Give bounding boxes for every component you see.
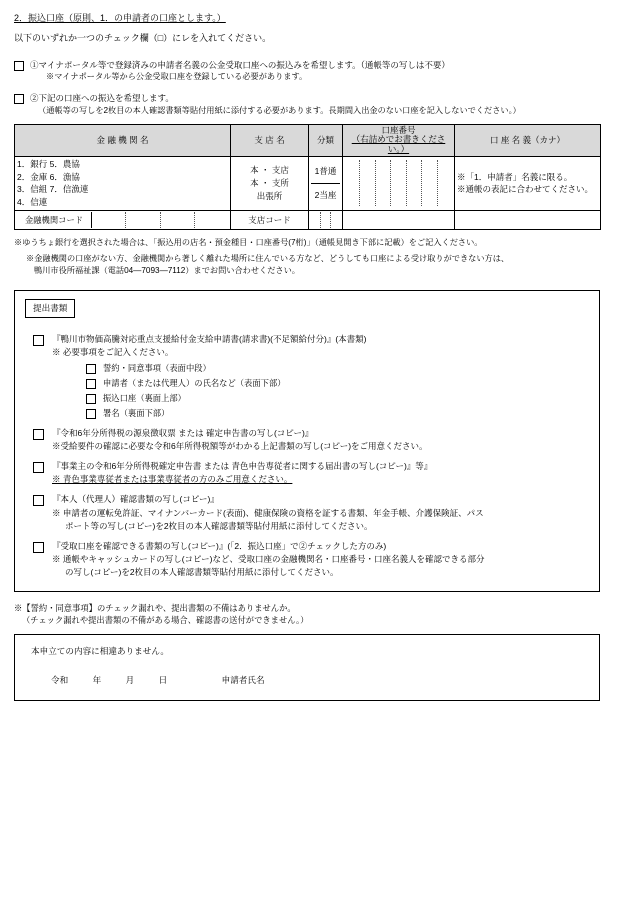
checkbox-document-1[interactable] <box>33 335 44 346</box>
checkbox-subitem-3[interactable] <box>86 394 96 404</box>
institution-kind-4: 4．信連 <box>17 197 48 208</box>
section-title: 2．振込口座（原則、1．の申請者の口座とします。） <box>14 13 226 23</box>
note-yucho: ※ゆうちょ銀行を選択された場合は、「振込用の店名・預金種目・口座番号(7桁)」（通帳見開き下部に記載）をご記入ください。 <box>14 237 483 247</box>
document-line: ポート等の写し(コピー)を2枚目の本人確認書類等貼付用紙に添付してください。 <box>65 520 373 531</box>
branch-name-cell[interactable] <box>231 156 309 210</box>
year-label: 年 <box>92 674 102 685</box>
document-subitem[interactable] <box>86 362 589 375</box>
account-digit[interactable] <box>438 160 452 206</box>
era-label: 令和 <box>51 674 69 685</box>
tail-note-1: ※【誓約・同意事項】のチェック漏れや、提出書類の不備はありませんか。 <box>14 603 296 614</box>
account-number-cells[interactable] <box>343 156 455 210</box>
bank-account-table <box>14 124 601 230</box>
documents-box-title: 提出書類 <box>25 299 75 317</box>
account-kind-cell[interactable] <box>309 156 343 210</box>
subitem-label: 振込口座（裏面上部） <box>103 392 186 403</box>
declaration-statement: 本申立ての内容に相違ありません。 <box>31 646 170 657</box>
kana-note-2: ※通帳の表記に合わせてください。 <box>457 184 594 195</box>
document-item[interactable] <box>25 493 589 533</box>
option-2-row[interactable] <box>14 92 616 116</box>
month-label: 月 <box>125 674 135 685</box>
option-1-label: ①マイナポータル等で登録済みの申請者名義の公金受取口座への振込みを希望します。（通帳等の写しは不要） <box>30 60 450 71</box>
branch-code-digit[interactable] <box>311 212 321 228</box>
header-institution: 金 融 機 関 名 <box>15 124 231 156</box>
subitem-label: 申請者（または代理人）の氏名など（表面下部） <box>103 378 286 389</box>
subitem-label: 署名（裏面下部） <box>103 407 170 418</box>
document-line: 『事業主の令和6年分所得税確定申告書 または 青色申告専従者に関する届出書の写し(コピー)』等』 <box>52 461 433 472</box>
document-subitem[interactable] <box>86 377 589 390</box>
branch-code-cell[interactable] <box>309 210 343 229</box>
document-item[interactable] <box>25 460 589 486</box>
tail-note-2: （チェック漏れや提出書類の不備がある場合、確認書の送付ができません。） <box>22 615 309 626</box>
branch-line-3: 出張所 <box>256 190 283 201</box>
account-name-kana-cell[interactable] <box>455 156 601 210</box>
checkbox-document-4[interactable] <box>33 495 44 506</box>
subitem-label: 誓約・同意事項（表面中段） <box>103 363 211 374</box>
option-2-note: （通帳等の写しを2枚目の本人確認書類等貼付用紙に添付する必要があります。長期間入出金のない口座を記入しないでください。） <box>38 105 521 115</box>
document-subitem[interactable] <box>86 392 589 405</box>
document-line: の写し(コピー)を2枚目の本人確認書類等貼付用紙に添付してください。 <box>65 567 339 578</box>
account-digit[interactable] <box>407 160 422 206</box>
account-kind-toza[interactable]: 2当座 <box>314 189 337 200</box>
institution-kinds-cell[interactable] <box>15 156 231 210</box>
account-digit[interactable] <box>376 160 391 206</box>
table-code-row <box>15 210 601 229</box>
section-lead: 以下のいずれか一つのチェック欄（□）にレを入れてください。 <box>14 33 272 44</box>
header-account-name-kana: 口 座 名 義（カナ） <box>455 124 601 156</box>
checkbox-subitem-2[interactable] <box>86 379 96 389</box>
document-line: 『本人（代理人）確認書類の写し(コピー)』 <box>52 494 219 505</box>
documents-box <box>14 290 600 592</box>
institution-kind-2: 2．金庫 6．漁協 <box>17 171 80 182</box>
declaration-signature-row[interactable] <box>31 674 583 686</box>
applicant-name-label: 申請者氏名 <box>221 674 265 685</box>
account-digit[interactable] <box>345 160 360 206</box>
branch-code-label: 支店コード <box>231 210 309 229</box>
document-line: 『令和6年分所得税の源泉徴収票 または 確定申告書の写し(コピー)』 <box>52 427 314 438</box>
day-label: 日 <box>158 674 168 685</box>
document-item[interactable] <box>25 540 589 580</box>
checkbox-document-3[interactable] <box>33 462 44 473</box>
institution-code-label: 金融機関コード <box>17 212 92 228</box>
branch-line-2: 本 ・ 支所 <box>250 177 289 188</box>
institution-code-digit[interactable] <box>126 212 160 228</box>
checkbox-document-2[interactable] <box>33 429 44 440</box>
branch-code-digit[interactable] <box>331 212 340 228</box>
institution-kind-1: 1．銀行 5．農協 <box>17 158 80 169</box>
header-account-number: 口座番号 （右詰めでお書きください。） <box>343 124 455 156</box>
option-1-row[interactable] <box>14 59 616 83</box>
table-header-row <box>15 124 601 156</box>
checkbox-subitem-4[interactable] <box>86 409 96 419</box>
document-subitems <box>52 362 589 419</box>
kana-note-1: ※「1．申請者」名義に限る。 <box>457 171 573 182</box>
document-line: ※ 青色事業専従者または事業専従者の方のみご用意ください。 <box>52 474 293 485</box>
option-1-note: ※マイナポータル等から公金受取口座を登録している必要があります。 <box>46 72 308 82</box>
document-line: ※ 通帳やキャッシュカードの写し(コピー)など、受取口座の金融機関名・口座番号・口座名義人を確認できる部分 <box>52 554 485 565</box>
checkbox-option-1[interactable] <box>14 61 24 71</box>
checkbox-subitem-1[interactable] <box>86 364 96 374</box>
document-subitem[interactable] <box>86 407 589 420</box>
account-digit[interactable] <box>422 160 437 206</box>
code-row-spacer-1 <box>343 210 455 229</box>
institution-code-digit[interactable] <box>161 212 195 228</box>
note-no-account-1: ※金融機関の口座がない方、金融機関から著しく離れた場所に住んでいる方など、どうしても口座による受け取りができない方は、 <box>26 253 510 263</box>
checkbox-option-2[interactable] <box>14 94 24 104</box>
branch-line-1: 本 ・ 支店 <box>250 164 289 175</box>
branch-code-digit[interactable] <box>321 212 331 228</box>
document-line: 『受取口座を確認できる書類の写し(コピー)』(「2．振込口座」で②チェックした方のみ) <box>52 540 387 551</box>
account-kind-futsu[interactable]: 1普通 <box>311 160 340 184</box>
option-2-label: ②下記の口座への振込を希望します。 <box>30 93 174 104</box>
institution-code-digit[interactable] <box>92 212 126 228</box>
header-kind: 分類 <box>309 124 343 156</box>
declaration-box <box>14 634 600 701</box>
header-branch: 支 店 名 <box>231 124 309 156</box>
document-line: 『鴨川市物価高騰対応重点支援給付金支給申請書(請求書)(不足額給付分)』(本書類) <box>52 333 367 344</box>
account-digit[interactable] <box>391 160 406 206</box>
document-line: ※ 申請者の運転免許証、マイナンバーカード(表面)、健康保険の資格を証する書類、年金手帳、介護保険証、パス <box>52 507 484 518</box>
document-item[interactable] <box>25 333 589 420</box>
document-line: ※受給要件の確認に必要な令和6年所得税額等がわかる上記書類の写し(コピー)をご用意ください。 <box>52 440 428 451</box>
checkbox-document-5[interactable] <box>33 542 44 553</box>
institution-code-digit[interactable] <box>195 212 228 228</box>
document-line: ※ 必要事項をご記入ください。 <box>52 347 174 358</box>
code-row-spacer-2 <box>455 210 601 229</box>
document-item[interactable] <box>25 427 589 453</box>
note-no-account-2: 鴨川市役所福祉課（電話04―7093―7112）までお問い合わせください。 <box>34 265 300 275</box>
institution-code-cell[interactable] <box>15 210 231 229</box>
account-digit[interactable] <box>360 160 375 206</box>
institution-kind-3: 3．信組 7．信漁連 <box>17 184 89 195</box>
